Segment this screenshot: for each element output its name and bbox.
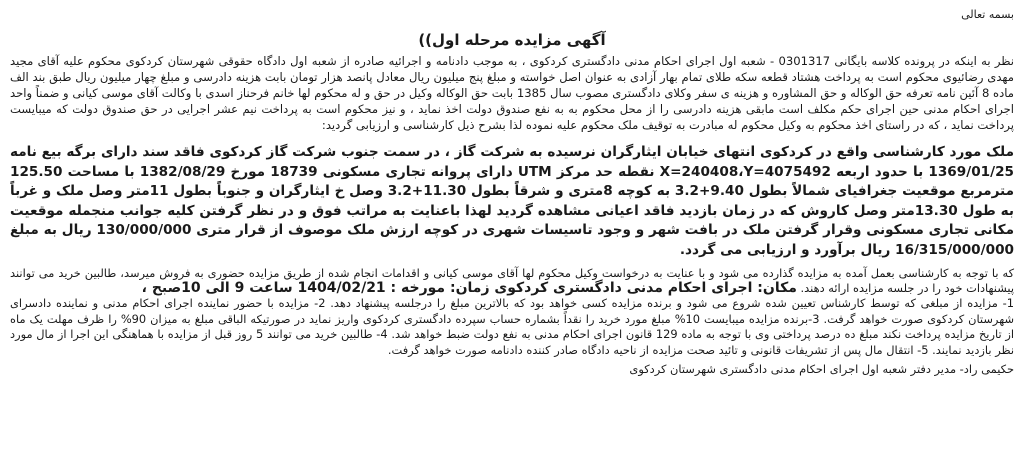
case-intro-paragraph: نظر به اینکه در پرونده کلاسه بایگانی 0301317 - شعبه اول اجرای احکام مدنی دادگستری کردکوی ، به موجب دادنامه و اجرائیه صادره از شعبه اول دادگاه حقوقی شهرستان کردکوی محکوم علیه آقای مجید مهدی رضائیوی محکوم است به پرداخت هشتاد قطعه سکه طلای تمام بهار آزادی به عنوان اصل خواسته و مبلغ پنج میلیون ریال معادل پانصد هزار تومان بابت هزینه دادرسی و مبلغ چهار میلیون ریال طبق بند الف ماده 8 آئین نامه تعرفه حق الوکاله و حق المشاوره و هزینه ی سفر وکلای دادگستری مصوب سال 1385 بابت حق الوکاله وکیل در حق و له محکوم لها خانم فرحناز اسدی با وکالت آقای موسی کیانی و ضمناً واحد اجرای احکام مدنی حین اجرای حکم مکلف است مابقی هزینه دادرسی را از محل محکوم به به نفع صندوق دولت اخذ نماید ، و نیز محکوم است به پرداخت نیم عشر اجرایی در حق صندوق دولت که میبایست پرداخت نماید ، که در راستای اخذ محکوم به وکیل محکوم له مبادرت به توقیف ملک محکوم علیه نموده لذا بشرح ذیل کارشناسی و ارزیابی گردید:: [10, 54, 1015, 132]
auction-place-time: مکان: اجرای احکام مدنی دادگستری کردکوی زمان: مورخه : 1404/02/21 ساعت 9 الی 10صبح ،: [141, 280, 797, 296]
auction-notice-paragraph: [10, 266, 1014, 296]
signature-line: حکیمی راد- مدیر دفتر شعبه اول اجرای احکام مدنی دادگستری شهرستان کردکوی: [629, 362, 1014, 376]
auction-notice-text: که با توجه به کارشناسی بعمل آمده به مزایده گذارده می شود و با عنایت به درخواست وکیل محکوم لها آقای موسی کیانی و اقدامات انجام شده از طریق مزایده حضوری به فروش میرسد، طالبین خرید می توانند پیشنهادات خود را در جلسه مزایده ارائه دهند.: [10, 266, 1014, 295]
notice-title: آگهی مزایده مرحله اول)): [418, 31, 606, 49]
auction-terms-paragraph: 1- مزایده از مبلغی که توسط کارشناس تعیین شده شروع می شود و برنده مزایده کسی خواهد بود که بالاترین مبلغ را درجلسه پیشنهاد دهد. 2- مزایده با حضور نماینده اجرای احکام مدنی و نماینده دادسرای شهرستان کردکوی صورت خواهد گرفت. 3-برنده مزایده میبایست 10% مبلغ مورد خرید را نقداً بشماره حساب سپرده دادگستری کردکوی واریز نماید در صورتیکه الباقی مبلغ به میزان 90% را ظرف مهلت یک ماه از تاریخ مزایده پرداخت نکند مبلغ ده درصد پرداختی وی با توجه به ماده 129 قانون اجرای احکام مدنی به نفع دولت ضبط خواهد شد. 4- طالبین خرید می توانند 5 روز قبل از مزایده با هماهنگی این اجرا از مال مورد نظر بازدید نمایند. 5- انتقال مال پس از تشریفات قانونی و تائید صحت مزایده از ناحیه دادگاه صادر کننده دادنامه صورت خواهد گرفت.: [10, 296, 1015, 357]
property-description-paragraph: ملک مورد کارشناسی واقع در کردکوی انتهای خیابان ایثارگران نرسیده به شرکت گاز ، در سمت جنوب شرکت گاز کردکوی فاقد سند دارای برگه بیع نامه 1369/01/25 با حدود اربعه X=240408،Y=4075492 نقطه حد مرکز UTM دارای پروانه تجاری مسکونی 18739 مورخ 1382/08/29 با مساحت 125.50 مترمربع موقعیت جغرافیای شمالاً بطول 9.40+3.2 به کوچه 8متری و شرقاً بطول 11.30+3.2 وصل خ ایثارگران و جنوباً بطول 11متر وصل ملک و غرباً به طول 13.30متر وصل کاروش که در زمان بازدید فاقد اعیانی مشاهده گردید لهذا باعنایت به مراتب فوق و در نظر گرفتن کلیه جوانب منجمله موقعیت مکانی تجاری مسکونی وقرار گرفتن ملک در بافت شهر و وجود تاسیسات شهری در کوچه ارزش ملک موصوف از قرار متری 130/000/000 ریال به مبلغ 16/315/000/000 ریال برآورد و ارزیابی می گردد.: [10, 144, 1015, 258]
bismillah-header: بسمه تعالی: [961, 8, 1014, 21]
